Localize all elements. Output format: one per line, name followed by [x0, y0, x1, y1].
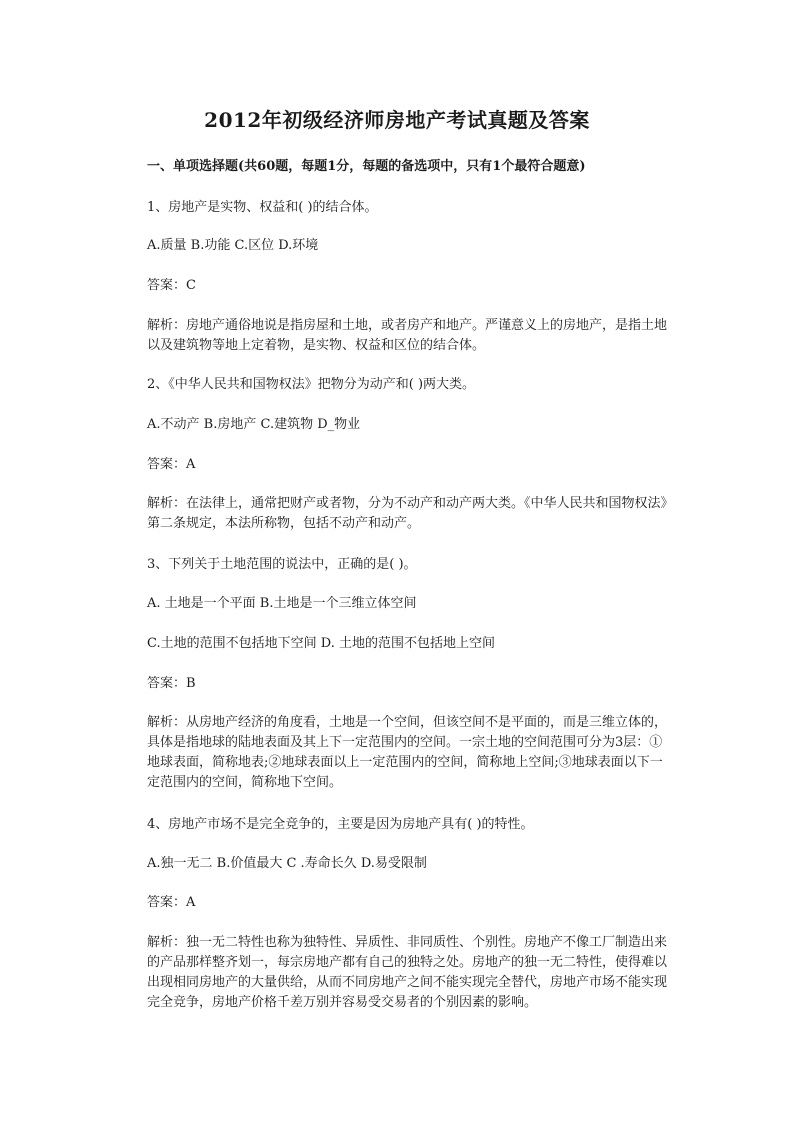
question-1-answer: 答案：C [147, 278, 196, 293]
question-1-analysis: 解析：房地产通俗地说是指房屋和土地，或者房产和地产。严谨意义上的房地产，是指土地以及建筑物等地上定着物，是实物、权益和区位的结合体。 [147, 318, 668, 353]
question-2-answer: 答案：A [147, 457, 196, 472]
question-3-analysis: 解析：从房地产经济的角度看，土地是一个空间，但该空间不是平面的，而是三维立体的，具体是指地球的陆地表面及其上下一定范围内的空间。一宗土地的空间范围可分为3层：①地球表面，简称地表;②地球表面以上一定范围内的空间，简称地上空间;③地球表面以下一定范围内的空间，简称地下空间。 [147, 715, 668, 790]
question-1-options: A.质量 B.功能 C.区位 D.环境 [147, 238, 319, 253]
question-2-options: A.不动产 B.房地产 C.建筑物 D_物业 [147, 417, 361, 432]
question-4-stem: 4、房地产市场不是完全竞争的，主要是因为房地产具有( )的特性。 [147, 817, 534, 832]
question-3-options-2: C.土地的范围不包括地下空间 D. 土地的范围不包括地上空间 [147, 636, 495, 651]
question-1-stem: 1、房地产是实物、权益和( )的结合体。 [147, 200, 378, 215]
question-4-options: A.独一无二 B.价值最大 C .寿命长久 D.易受限制 [147, 856, 427, 871]
question-2-stem: 2、《中华人民共和国物权法》把物分为动产和( )两大类。 [147, 377, 476, 392]
section-heading: 一、单项选择题(共60题，每题1分，每题的备选项中，只有1个最符合题意) [147, 159, 586, 174]
question-3-options: A. 土地是一个平面 B.土地是一个三维立体空间 [147, 596, 417, 611]
question-3-answer: 答案：B [147, 676, 196, 691]
question-3-stem: 3、下列关于土地范围的说法中，正确的是( )。 [147, 557, 417, 572]
question-4-answer: 答案：A [147, 895, 196, 910]
question-2-analysis: 解析：在法律上，通常把财产或者物，分为不动产和动产两大类。《中华人民共和国物权法》第二条规定，本法所称物，包括不动产和动产。 [147, 496, 668, 531]
question-4-analysis: 解析：独一无二特性也称为独特性、异质性、非同质性、个别性。房地产不像工厂制造出来的产品那样整齐划一，每宗房地产都有自己的独特之处。房地产的独一无二特性，使得难以出现相同房地产的大量供给，从而不同房地产之间不能实现完全替代，房地产市场不能实现完全竞争，房地产价格千差万别并容易受交易者的个别因素的影响。 [147, 935, 668, 1010]
document-title: 2012年初级经济师房地产考试真题及答案 [204, 108, 590, 132]
